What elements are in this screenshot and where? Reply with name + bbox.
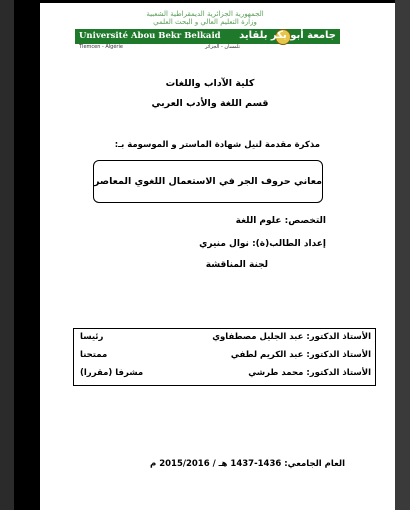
- thesis-title-box: [93, 160, 323, 203]
- committee-heading: لجنة المناقشة: [205, 260, 268, 270]
- jury-row: [74, 368, 375, 386]
- thesis-note: مذكرة مقدمة لنيل شهادة الماستر و الموسومة بـ:: [114, 140, 320, 150]
- academic-year: العام الجامعي: 1436-1437 هـ / 2015/2016 م: [150, 459, 346, 469]
- ministry-line-2: وزارة التعليم العالي و البحث العلمي: [153, 18, 257, 26]
- city-ar: تلمسان - الجزائر: [204, 44, 240, 50]
- jury-member-role: ممتحنا: [80, 350, 108, 360]
- jury-table: [73, 328, 376, 386]
- city-fr: Tlemcen - Algérie: [79, 44, 123, 50]
- university-name-fr: Université Abou Bekr Belkaid: [79, 31, 221, 41]
- jury-member-role: رئيسا: [80, 332, 104, 342]
- prepared-by: إعداد الطالب(ة): نوال منيري: [199, 239, 326, 249]
- university-banner: [75, 29, 340, 44]
- department-name: قسم اللغة والأدب العربي: [151, 98, 269, 109]
- jury-row: [74, 332, 375, 350]
- jury-row: [74, 350, 375, 368]
- ministry-line-1: الجمهورية الجزائرية الديمقراطية الشعبية: [146, 10, 264, 18]
- ministry-header: [80, 10, 330, 26]
- jury-member-name: الأستاذ الدكتور: عبد الكريم لطفي: [230, 350, 371, 360]
- thesis-title: معاني حروف الجر في الاستعمال اللغوي المعاصر: [94, 176, 322, 187]
- left-dark-border: [0, 0, 40, 510]
- specialization: التخصص: علوم اللغة: [235, 216, 326, 226]
- faculty-name: كلية الآداب واللغات: [165, 78, 255, 89]
- jury-member-role: مشرفا (مقررا): [80, 368, 144, 378]
- university-city: [75, 44, 340, 52]
- right-dark-border: [395, 0, 410, 510]
- university-name-ar: جامعة أبو بكر بلقايد: [239, 30, 336, 41]
- jury-member-name: الأستاذ الدكتور: عبد الجليل مصطفاوي: [212, 332, 371, 342]
- jury-member-name: الأستاذ الدكتور: محمد طرشي: [248, 368, 371, 378]
